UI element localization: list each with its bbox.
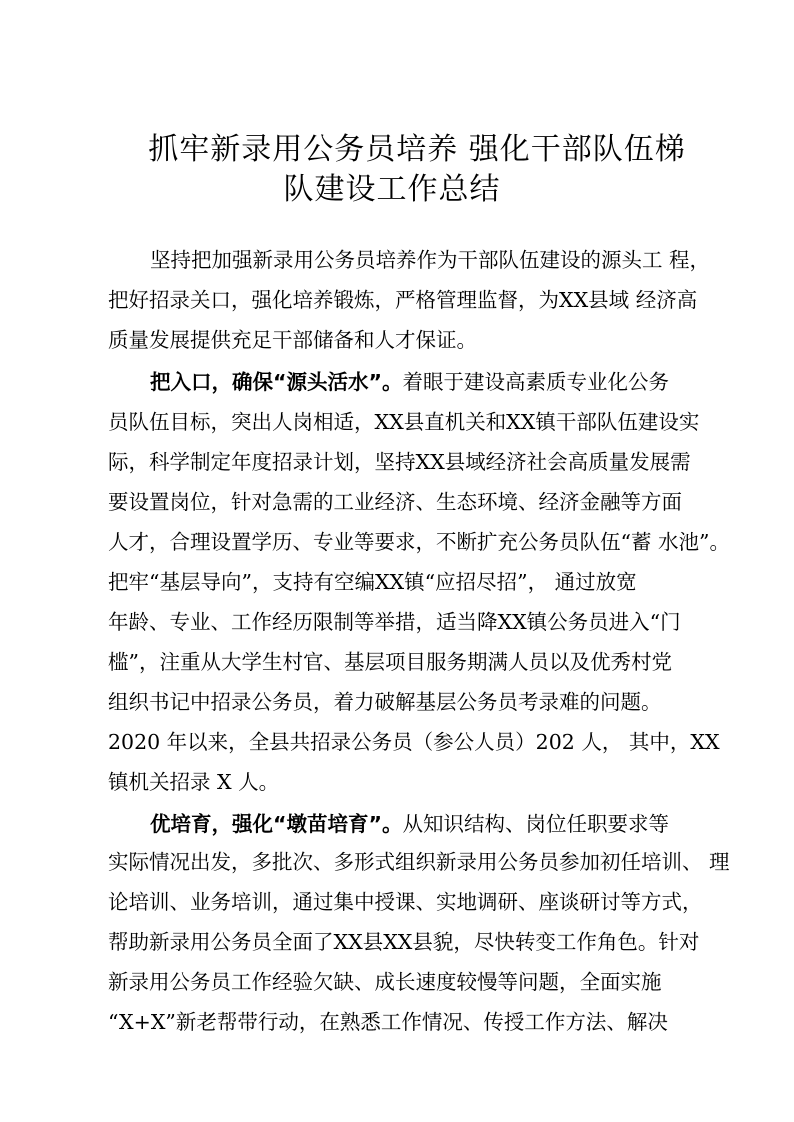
section1-line: 槛”，注重从大学生村官、基层项目服务期满人员以及优秀村党 — [108, 650, 672, 674]
section2-first-line-text: 从知识结构、岗位任职要求等 — [402, 812, 669, 836]
document-title-line-1: 抓牢新录用公务员培养 强化干部队伍梯 — [148, 132, 686, 167]
intro-line: 把好招录关口，强化培养锻炼，严格管理监督，为XX县域 经济高 — [108, 288, 698, 312]
section1-line: 要设置岗位，针对急需的工业经济、生态环境、经济金融等方面 — [108, 490, 682, 514]
section1-line: 组织书记中招录公务员，着力破解基层公务员考录难的问题。 — [108, 690, 662, 714]
section1-first-line-text: 着眼于建设高素质专业化公务 — [402, 370, 669, 394]
section1-line: 员队伍目标，突出人岗相适，XX县直机关和XX镇干部队伍建设实 — [108, 410, 700, 434]
intro-line: 质量发展提供充足干部储备和人才保证。 — [108, 328, 477, 352]
section1-line: 镇机关招录 X 人。 — [108, 770, 280, 794]
section2-line: “X+X”新老帮带行动，在熟悉工作情况、传授工作方法、解决 — [108, 1010, 668, 1034]
section1-line: 人才，合理设置学历、专业等要求，不断扩充公务员队伍“蓄 水池”。 — [108, 530, 730, 554]
section2-first-line — [150, 810, 710, 838]
section1-line: 2020 年以来，全县共招录公务员（参公人员）202 人， 其中，XX — [108, 730, 720, 754]
section2-line: 新录用公务员工作经验欠缺、成长速度较慢等问题，全面实施 — [108, 970, 662, 994]
section1-line: 年龄、专业、工作经历限制等举措，适当降XX镇公务员进入“门 — [108, 610, 681, 634]
section1-first-line — [150, 368, 710, 396]
document-title-line-2: 队建设工作总结 — [283, 172, 501, 207]
intro-line: 坚持把加强新录用公务员培养作为干部队伍建设的源头工 程， — [150, 248, 711, 272]
section1-line: 把牢“基层导向”，支持有空编XX镇“应招尽招”， 通过放宽 — [108, 570, 637, 594]
section2-line: 论培训、业务培训，通过集中授课、实地调研、座谈研讨等方式， — [108, 890, 703, 914]
section2-line: 帮助新录用公务员全面了XX县XX县貌，尽快转变工作角色。针对 — [108, 930, 700, 954]
section1-line: 际，科学制定年度招录计划，坚持XX县域经济社会高质量发展需 — [108, 450, 691, 474]
section2-heading: 优培育，强化“墩苗培育”。 — [150, 812, 403, 836]
section2-line: 实际情况出发，多批次、多形式组织新录用公务员参加初任培训、 理 — [108, 850, 730, 874]
section1-heading: 把入口，确保“源头活水”。 — [150, 370, 403, 394]
